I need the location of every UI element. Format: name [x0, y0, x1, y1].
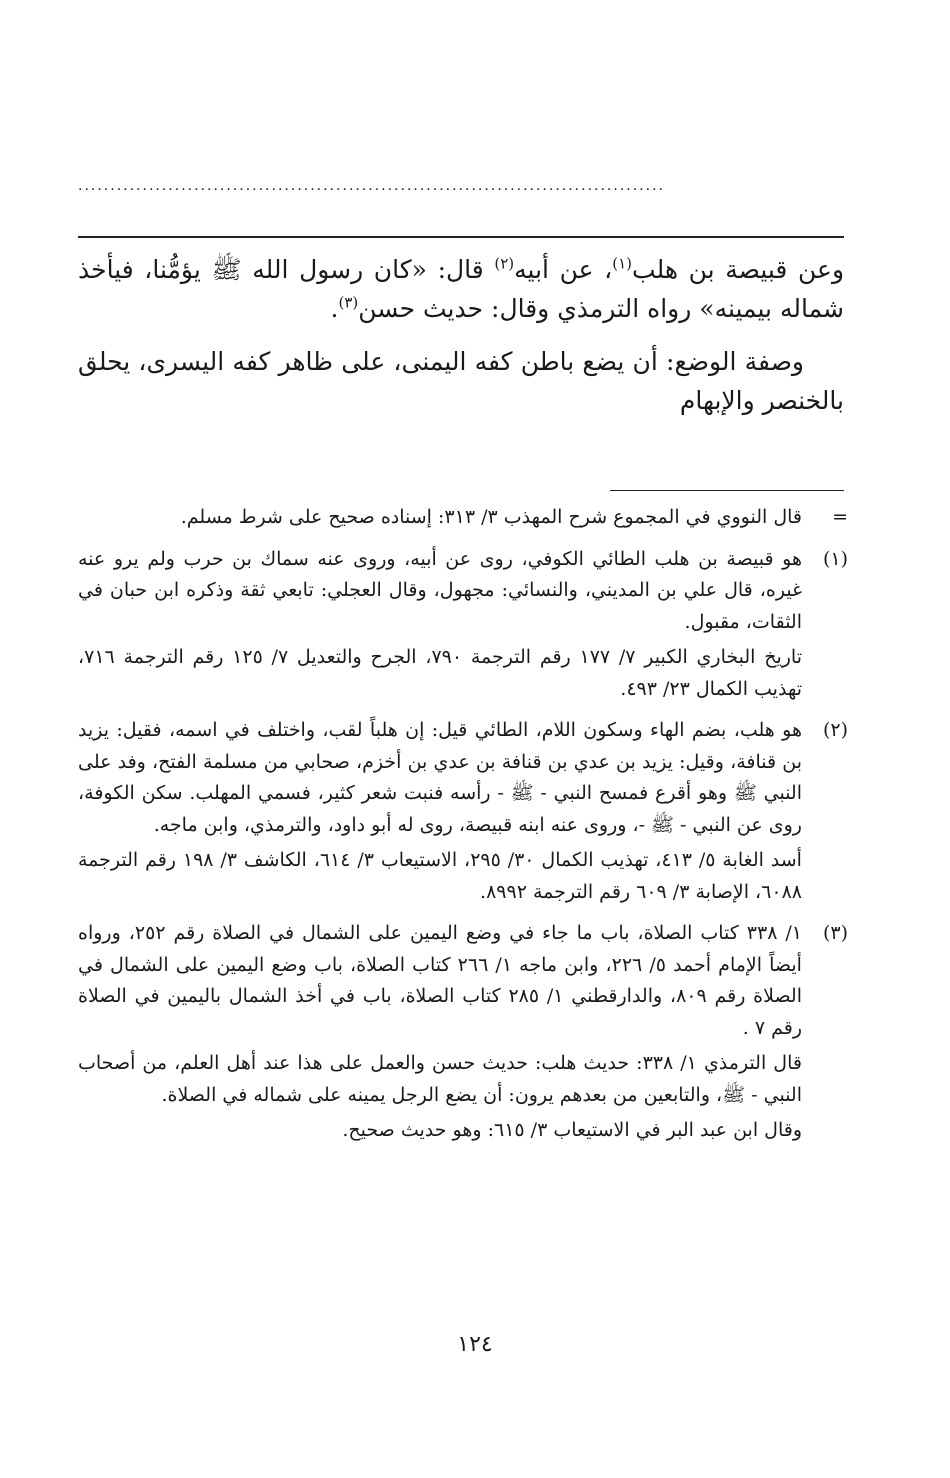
- footnote-3: [78, 918, 848, 1151]
- main-paragraph-1: [78, 250, 844, 328]
- footnote-text: هو هلب، بضم الهاء وسكون اللام، الطائي قيل: إن هلباً لقب، واختلف في اسمه، فقيل: يزيد بن قنافة، وقيل: يزيد بن عدي بن قنافة بن عدي بن أخزم، صحابي من مسلمة الفتح، وفد على النبي ﷺ وهو أقرع فمسح النبي - ﷺ - رأسه فنبت شعر كثير، فسمي المهلب. سكن الكوفة، روى عن النبي - ﷺ -، وروى عنه ابنه قبيصة، روى له أبو داود، والترمذي، وابن ماجه.: [78, 719, 802, 836]
- main-para1-c: قال: «كان رسول الله ﷺ يؤمُّنا، فيأخذ شماله بيمينه» رواه الترمذي وقال: حديث حسن: [78, 255, 844, 323]
- footnote-text: قال النووي في المجموع شرح المهذب ٣/ ٣١٣: إسناده صحيح على شرط مسلم.: [180, 506, 802, 528]
- running-header-dotted-line: ...........................................................................................: [78, 178, 665, 194]
- page-number: ١٢٤: [457, 1332, 493, 1357]
- footnote-continuation: [78, 502, 848, 538]
- footnote-mark: (٣): [822, 922, 848, 944]
- footnote-mark: =: [832, 506, 848, 528]
- footnote-mark: (٢): [822, 719, 848, 741]
- footnotes: [78, 502, 848, 1157]
- footnote-mark: (١): [822, 547, 848, 570]
- main-para1-b: ، عن أبيه: [514, 255, 613, 284]
- main-para1-a: وعن قبيصة بن هلب: [632, 255, 845, 284]
- footnote-ref-1: (١): [612, 254, 633, 273]
- footnote-text: هو قبيصة بن هلب الطائي الكوفي، روى عن أبيه، وروى عنه سماك بن حرب ولم يرو عنه غيره، قال علي بن المديني، والنسائي: مجهول، وقال العجلي: تابعي ثقة وذكره ابن حبان في الثقات، مقبول.: [78, 547, 802, 633]
- footnote-separator: [610, 490, 844, 491]
- footnote-text: أسد الغابة ٥/ ٤١٣، تهذيب الكمال ٣٠/ ٢٩٥، الاستيعاب ٣/ ٦١٤، الكاشف ٣/ ١٩٨ رقم الترجمة ٦٠٨٨، الإصابة ٣/ ٦٠٩ رقم الترجمة ٨٩٩٢.: [78, 849, 802, 903]
- footnote-1: [78, 544, 848, 710]
- footnote-text: تاريخ البخاري الكبير ٧/ ١٧٧ رقم الترجمة ٧٩٠، الجرح والتعديل ٧/ ١٢٥ رقم الترجمة ٧١٦، تهذيب الكمال ٢٣/ ٤٩٣.: [78, 646, 802, 700]
- footnote-ref-2: (٢): [494, 254, 515, 273]
- footnote-2: [78, 715, 848, 912]
- main-paragraph-2: وصفة الوضع: أن يضع باطن كفه اليمنى، على ظاهر كفه اليسرى، يحلق بالخنصر والإبهام: [78, 347, 844, 415]
- footnote-text: وقال ابن عبد البر في الاستيعاب ٣/ ٦١٥: وهو حديث صحيح.: [342, 1119, 802, 1141]
- footnote-text: قال الترمذي ١/ ٣٣٨: حديث هلب: حديث حسن والعمل على هذا عند أهل العلم، من أصحاب النبي - ﷺ، والتابعين من بعدهم يرون: أن يضع الرجل يمينه على شماله في الصلاة.: [78, 1052, 802, 1106]
- footnote-ref-3: (٣): [338, 293, 359, 312]
- main-para1-end: .: [330, 294, 339, 323]
- header-rule: [78, 236, 844, 238]
- footnote-text: ١/ ٣٣٨ كتاب الصلاة، باب ما جاء في وضع اليمين على الشمال في الصلاة رقم ٢٥٢، ورواه أيضاً الإمام أحمد ٥/ ٢٢٦، وابن ماجه ١/ ٢٦٦ كتاب الصلاة، باب وضع اليمين على الشمال في الصلاة رقم ٨٠٩، والدارقطني ١/ ٢٨٥ كتاب الصلاة، باب في أخذ الشمال باليمين في الصلاة رقم ٧ .: [78, 922, 802, 1039]
- main-text: [78, 250, 844, 434]
